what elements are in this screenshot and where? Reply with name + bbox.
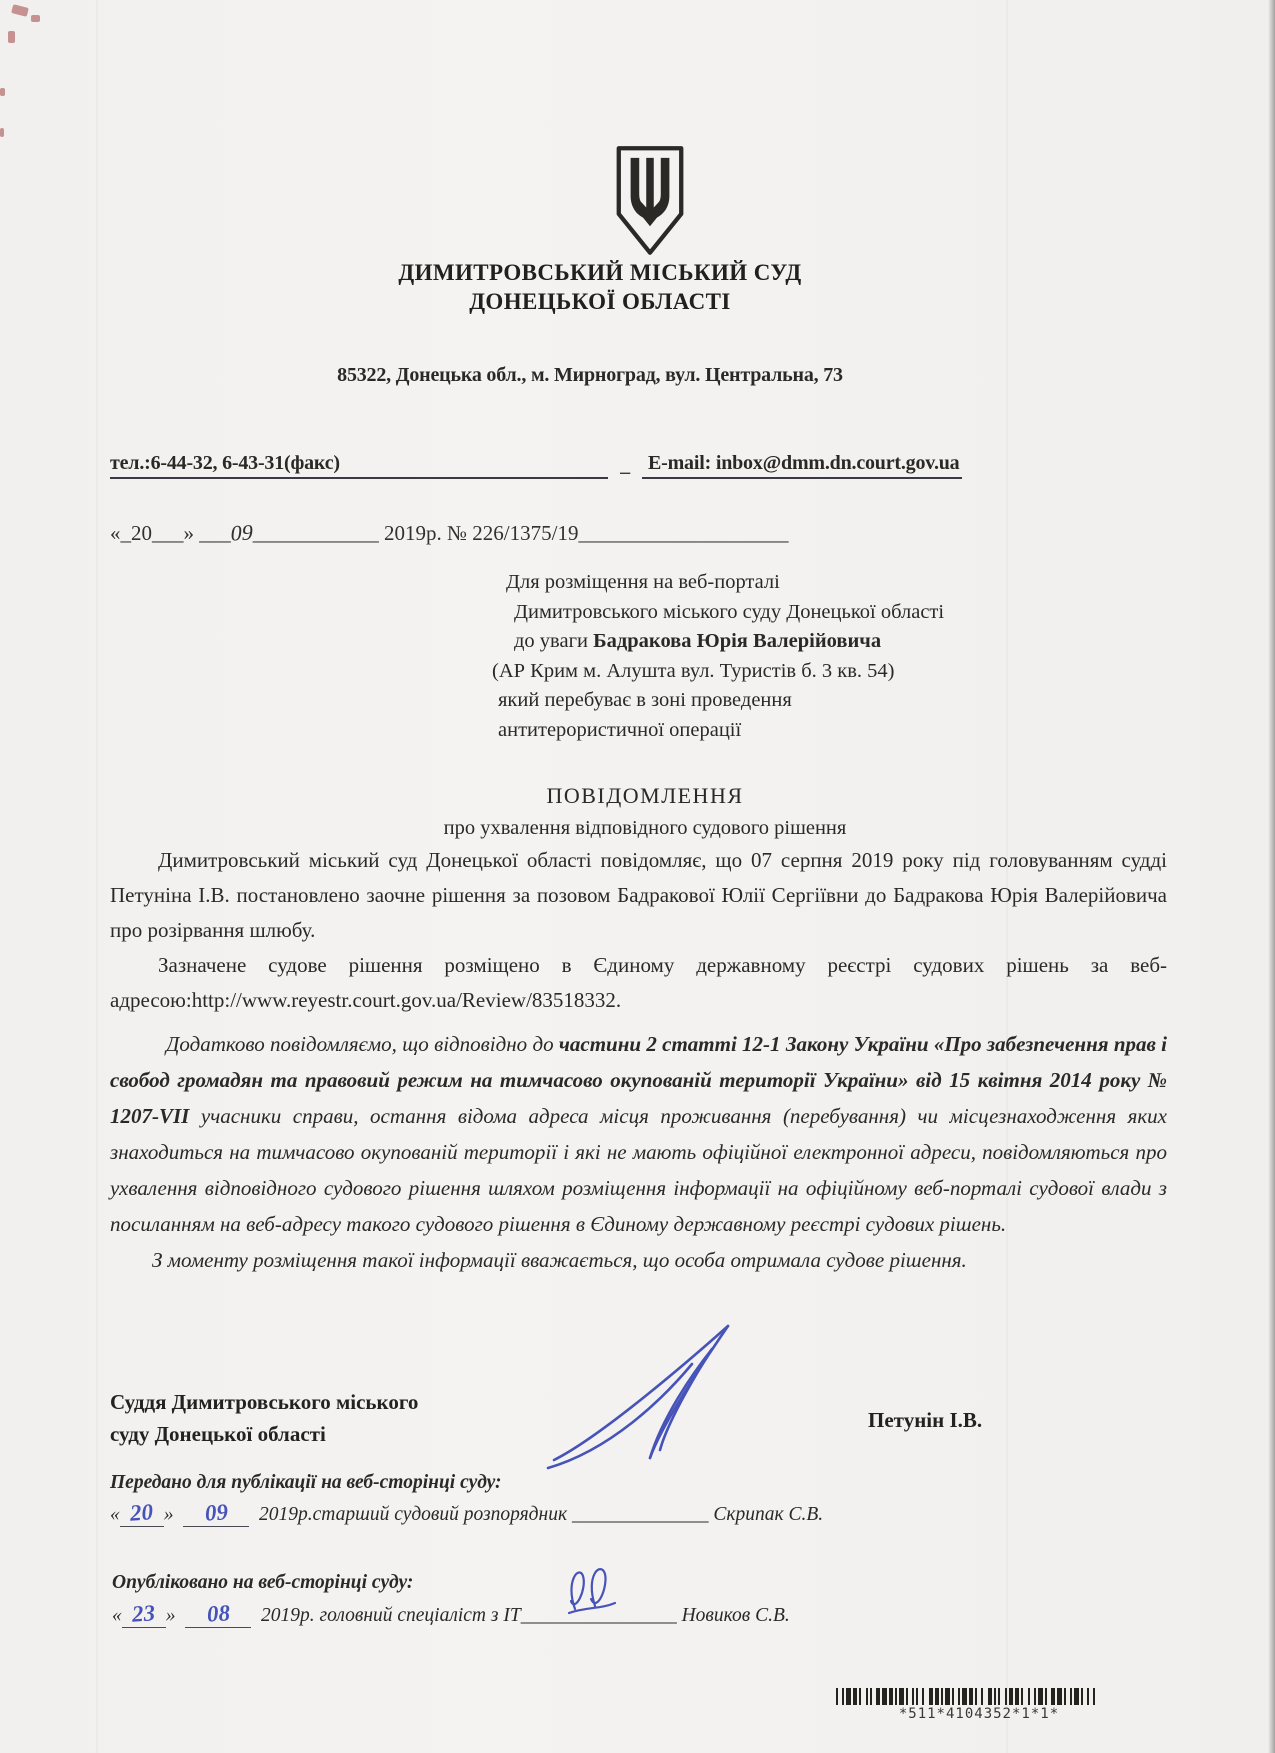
scan-artifact (0, 128, 4, 137)
judge-title-line1: Суддя Димитровського міського (110, 1390, 419, 1414)
scan-edge-shadow (1268, 0, 1275, 1753)
ref-tail: ____________________ (578, 521, 789, 545)
recipient-line: Димитровського міського суду Донецької області (514, 600, 945, 623)
legal-note (110, 1026, 1167, 1278)
ref-pre-month: ___ (194, 521, 231, 545)
barcode-bars (836, 1688, 1097, 1705)
legal-note-paragraph (110, 1026, 1167, 1242)
judge-signature-icon (540, 1318, 775, 1476)
recipient-attention-line (492, 627, 1012, 657)
phone-line: тел.:6-44-32, 6-43-31(факс) (110, 452, 608, 479)
transfer-signatory-name: Скрипак С.В. (708, 1504, 824, 1525)
quote-close: » (163, 1504, 174, 1525)
scan-artifact (11, 4, 29, 17)
recipient-line: антитерористичної операції (498, 718, 742, 741)
court-name-line1: ДИМИТРОВСЬКИЙ МІСЬКИЙ СУД (398, 260, 802, 285)
transfer-text: 2019р.старший судовий розпорядник (259, 1504, 572, 1525)
transfer-row (110, 1500, 823, 1527)
judge-name: Петунін І.В. (868, 1408, 983, 1432)
ref-date-open: «_20___» (110, 521, 194, 545)
published-text: 2019р. головний спеціаліст з ІТ (261, 1605, 521, 1626)
attention-prefix: до уваги (514, 630, 594, 652)
legal-note-lead: Додатково повідомляємо, що відповідно до (166, 1032, 559, 1056)
recipient-block (492, 568, 1012, 745)
court-name-line2: ДОНЕЦЬКОЇ ОБЛАСТІ (469, 289, 731, 314)
transfer-month-handwritten: 09 (203, 1499, 229, 1526)
legal-note-closing: З моменту розміщення такої інформації вважається, що особа отримала судове рішення. (152, 1248, 967, 1272)
recipient-name: Бадракова Юрія Валерійовича (593, 630, 882, 652)
published-signatory-name: Новиков С.В. (676, 1605, 790, 1626)
law-reference: частини 2 статті 12-1 Закону України «Про забезпечення прав і свобод громадян та правовий режим на тимчасово окупованій території України» від 15 квітня 2014 року № 1207-VII (110, 1032, 1168, 1128)
body-paragraph-2: Зазначене судове рішення розміщено в Єдиному державному реєстрі судових рішень за веб-адресою:http://www.reyestr.court.gov.ua/Review/83518332. (110, 953, 1167, 1012)
quote-open: « (112, 1605, 122, 1626)
judge-title-line2: суду Донецької області (110, 1422, 326, 1446)
recipient-address-line: (АР Крим м. Алушта вул. Туристів б. 3 кв. 54) (492, 659, 895, 682)
email-line: E-mail: inbox@dmm.dn.court.gov.ua (642, 452, 962, 479)
recipient-line: який перебуває в зоні проведення (498, 689, 792, 711)
contact-row (110, 452, 962, 479)
transfer-heading: Передано для публікації на веб-сторінці суду: (110, 1472, 502, 1493)
court-address: 85322, Донецька обл., м. Мирноград, вул. Центральна, 73 (337, 364, 843, 386)
scan-artifact (31, 15, 40, 22)
barcode-space (1095, 1688, 1097, 1705)
legal-note-rest: учасники справи, остання відома адреса місця проживання (перебування) чи місцезнаходження яких знаходиться на тимчасово окупованій території і які не мають офіційної електронної адреси, повідомляються про ухвалення відповідного судового рішення шляхом розміщення інформації на офіційному веб-порталі судової влади з посиланням на веб-адресу такого судового рішення в Єдиному державному реєстрі судових рішень. (110, 1104, 1167, 1236)
quote-close: » (165, 1605, 176, 1626)
barcode-text: *511*4104352*1*1* (898, 1706, 1060, 1722)
underscore-gap: _ (620, 454, 630, 476)
transfer-day-handwritten: 20 (129, 1499, 155, 1526)
published-blank: ________________ (520, 1605, 677, 1626)
ref-month-handwritten: 09 (229, 519, 255, 546)
scan-artifact (8, 31, 15, 43)
notice-title: ПОВІДОМЛЕННЯ (546, 783, 744, 808)
reference-line (110, 520, 788, 546)
body-paragraph-1: Димитровський міський суд Донецької області повідомляє, що 07 серпня 2019 року під головуванням судді Петуніна І.В. постановлено заочне рішення за позовом Бадракової Юлії Сергіївни до Бадракова Юрія Валерійовича про розірвання шлюбу. (110, 848, 1167, 942)
published-month-handwritten: 08 (205, 1600, 231, 1627)
court-name (160, 258, 1040, 316)
scan-streak (96, 0, 98, 1753)
notice-body (110, 843, 1167, 1018)
ref-fill: ____________ (252, 521, 384, 545)
quote-open: « (110, 1504, 120, 1525)
published-day-handwritten: 23 (131, 1600, 157, 1627)
it-specialist-signature-icon (559, 1561, 623, 1619)
published-row (112, 1601, 790, 1628)
scan-artifact (0, 88, 5, 96)
transfer-blank: ______________ (571, 1504, 709, 1525)
judge-title (110, 1386, 418, 1450)
recipient-line: Для розміщення на веб-порталі (506, 571, 780, 593)
ukraine-trident-coat-of-arms-icon (612, 145, 688, 257)
notice-subtitle: про ухвалення відповідного судового рішення (443, 817, 847, 839)
case-number: 2019р. № 226/1375/19 (384, 521, 579, 545)
published-heading: Опубліковано на веб-сторінці суду: (112, 1572, 414, 1593)
